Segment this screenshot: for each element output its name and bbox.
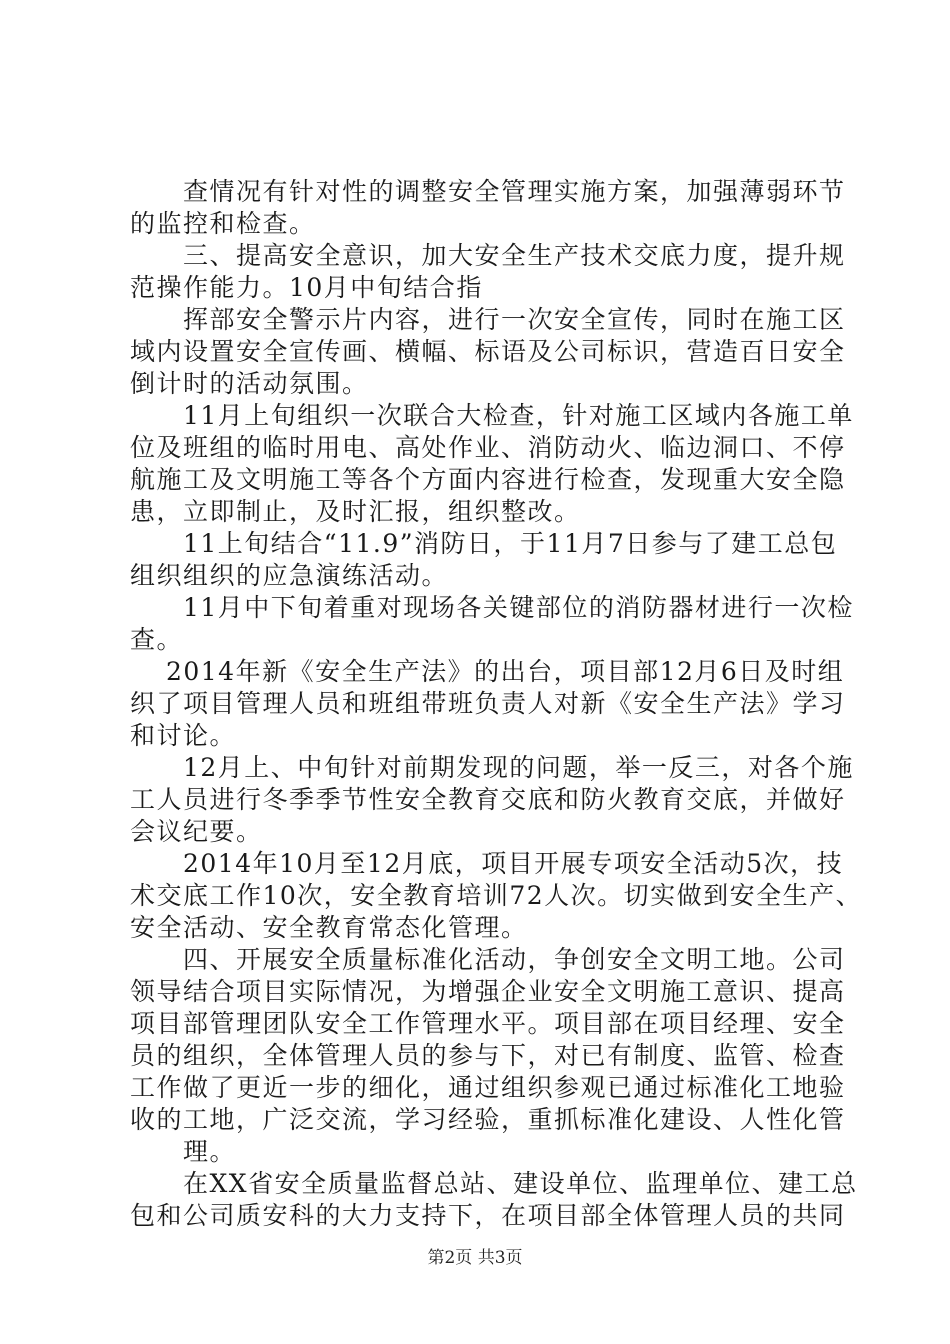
text-line: 11月上旬组织一次联合大检查，针对施工区域内各施工单 <box>130 401 854 430</box>
text-line: 域内设置安全宣传画、横幅、标语及公司标识，营造百日安全 <box>130 337 846 366</box>
text-line: 在XX省安全质量监督总站、建设单位、监理单位、建工总 <box>130 1169 858 1198</box>
text-line: 理。 <box>130 1137 237 1166</box>
text-line: 四、开展安全质量标准化活动，争创安全文明工地。公司 <box>130 945 846 974</box>
text-line: 11上旬结合“11.9”消防日，于11月7日参与了建工总包 <box>130 529 838 558</box>
text-line: 三、提高安全意识，加大安全生产技术交底力度，提升规 <box>130 241 846 270</box>
text-line: 查情况有针对性的调整安全管理实施方案，加强薄弱环节 <box>130 177 846 206</box>
text-line: 术交底工作10次，安全教育培训72人次。切实做到安全生产、 <box>130 881 863 910</box>
text-line: 和讨论。 <box>130 721 237 750</box>
text-line: 工作做了更近一步的细化，通过组织参观已通过标准化工地验 <box>130 1073 846 1102</box>
text-line: 患，立即制止，及时汇报，组织整改。 <box>130 497 581 526</box>
text-line: 航施工及文明施工等各个方面内容进行检查，发现重大安全隐 <box>130 465 846 494</box>
text-line: 工人员进行冬季季节性安全教育交底和防火教育交底，并做好 <box>130 785 846 814</box>
text-line: 员的组织，全体管理人员的参与下，对已有制度、监管、检查 <box>130 1041 846 1070</box>
text-line: 安全活动、安全教育常态化管理。 <box>130 913 528 942</box>
text-line: 11月中下旬着重对现场各关键部位的消防器材进行一次检 <box>130 593 854 622</box>
text-line: 查。 <box>130 625 184 654</box>
text-line: 会议纪要。 <box>130 817 263 846</box>
text-line: 范操作能力。10月中旬结合指 <box>130 273 483 302</box>
text-line: 2014年10月至12月底，项目开展专项安全活动5次，技 <box>130 849 844 878</box>
text-line: 收的工地，广泛交流，学习经验，重抓标准化建设、人性化管 <box>130 1105 846 1134</box>
text-line: 12月上、中旬针对前期发现的问题，举一反三，对各个施 <box>130 753 854 782</box>
text-line: 领导结合项目实际情况，为增强企业安全文明施工意识、提高 <box>130 977 846 1006</box>
text-line: 织了项目管理人员和班组带班负责人对新《安全生产法》学习 <box>130 689 846 718</box>
text-line: 倒计时的活动氛围。 <box>130 369 369 398</box>
text-line: 组织组织的应急演练活动。 <box>130 561 449 590</box>
text-line: 项目部管理团队安全工作管理水平。项目部在项目经理、安全 <box>130 1009 846 1038</box>
text-line: 2014年新《安全生产法》的出台，项目部12月6日及时组 <box>130 657 845 686</box>
text-line: 的监控和检查。 <box>130 209 316 238</box>
text-line: 包和公司质安科的大力支持下，在项目部全体管理人员的共同 <box>130 1201 846 1230</box>
page-number-footer: 第2页 共3页 <box>427 1248 523 1268</box>
text-line: 挥部安全警示片内容，进行一次安全宣传，同时在施工区 <box>130 305 846 334</box>
text-line: 位及班组的临时用电、高处作业、消防动火、临边洞口、不停 <box>130 433 846 462</box>
